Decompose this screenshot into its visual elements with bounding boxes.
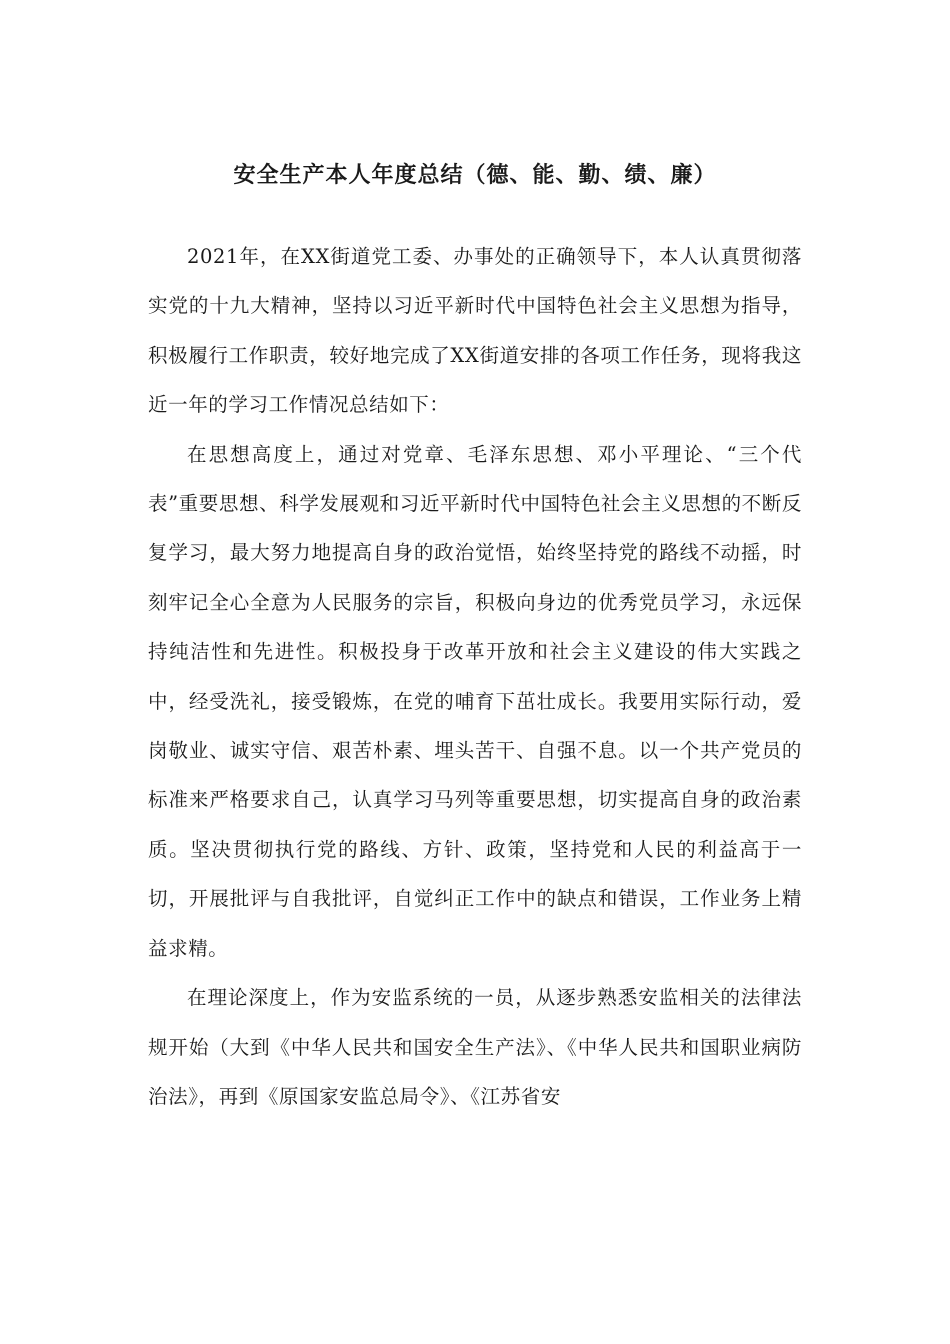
paragraph-theory: 在理论深度上，作为安监系统的一员，从逐步熟悉安监相关的法律法规开始（大到《中华人民共和国安全生产法》、《中华人民共和国职业病防治法》，再到《原国家安监总局令》、《江苏省安 [148, 986, 802, 1108]
document-body [148, 232, 802, 1121]
document-title: 安全生产本人年度总结（德、能、勤、绩、廉） [233, 163, 717, 188]
paragraph-ideology: 在思想高度上，通过对党章、毛泽东思想、邓小平理论、“三个代表”重要思想、科学发展观和习近平新时代中国特色社会主义思想的不断反复学习，最大努力地提高自身的政治觉悟，始终坚持党的路线不动摇，时刻牢记全心全意为人民服务的宗旨，积极向身边的优秀党员学习，永远保持纯洁性和先进性。积极投身于改革开放和社会主义建设的伟大实践之中，经受洗礼，接受锻炼，在党的哺育下茁壮成长。我要用实际行动，爱岗敬业、诚实守信、艰苦朴素、埋头苦干、自强不息。以一个共产党员的标准来严格要求自己，认真学习马列等重要思想，切实提高自身的政治素质。坚决贯彻执行党的路线、方针、政策，坚持党和人民的利益高于一切，开展批评与自我批评，自觉纠正工作中的缺点和错误，工作业务上精益求精。 [148, 442, 802, 960]
paragraph-intro: 2021年，在XX街道党工委、办事处的正确领导下，本人认真贯彻落实党的十九大精神，坚持以习近平新时代中国特色社会主义思想为指导，积极履行工作职责，较好地完成了XX街道安排的各项工作任务，现将我这近一年的学习工作情况总结如下： [148, 245, 802, 417]
